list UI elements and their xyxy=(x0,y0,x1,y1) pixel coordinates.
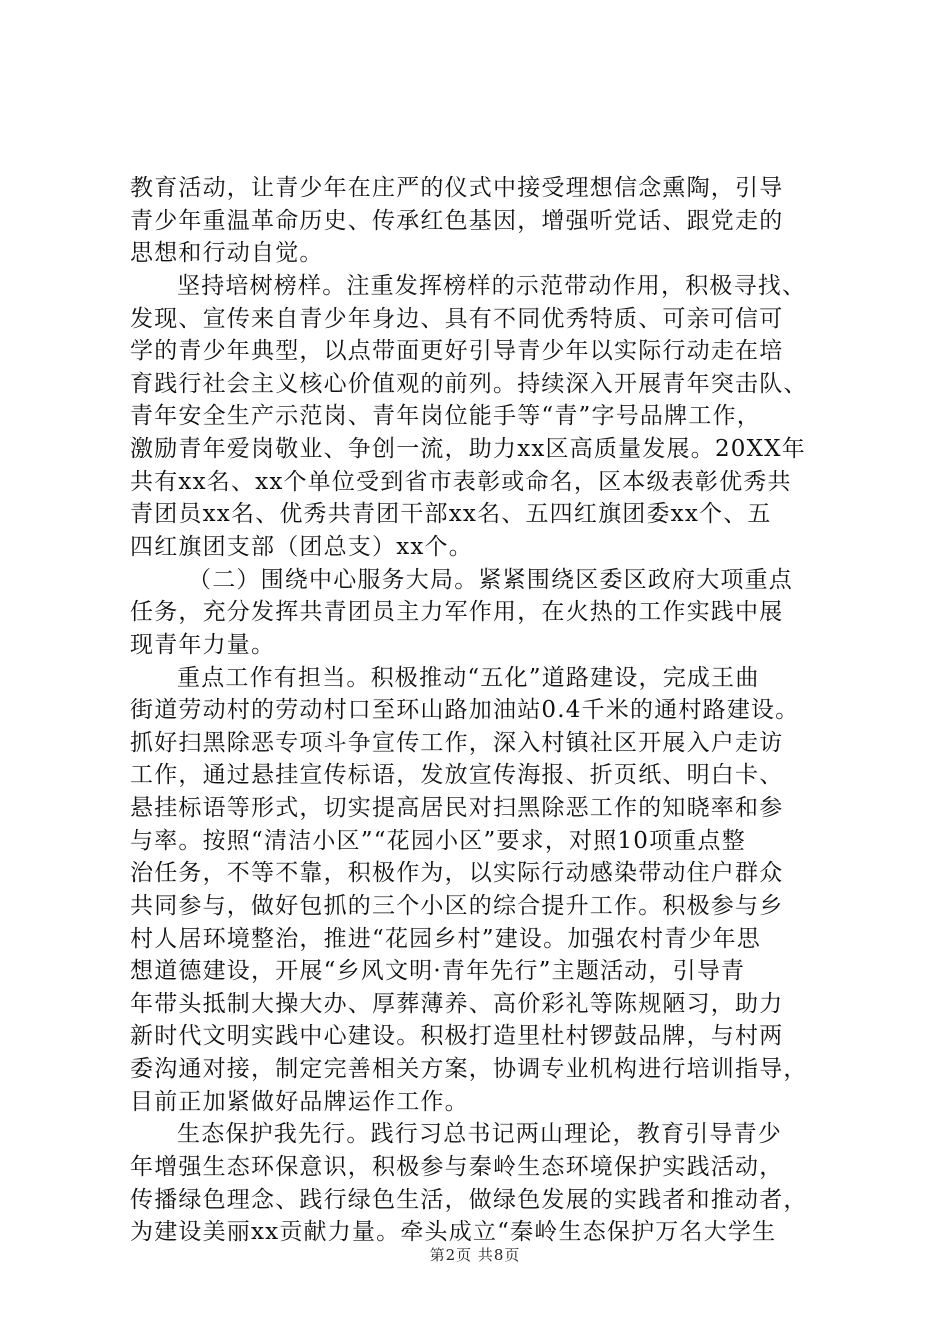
text-line: 年增强生态环保意识，积极参与秦岭生态环境保护实践活动， xyxy=(130,1154,784,1180)
text-line: 想道德建设，开展“乡风文明·青年先行”主题活动，引导青 xyxy=(130,958,746,984)
page-number-footer: 第2页 共8页 xyxy=(429,1246,521,1264)
paragraph-first-line: 重点工作有担当。积极推动“五化”道路建设，完成王曲 xyxy=(177,665,760,691)
paragraph-first-line: 坚持培树榜样。注重发挥榜样的示范带动作用，积极寻找、 xyxy=(177,273,807,299)
text-line: 村人居环境整治，推进“花园乡村”建设。加强农村青少年思 xyxy=(130,926,761,952)
text-line: 共同参与，做好包抓的三个小区的综合提升工作。积极参与乡 xyxy=(130,893,784,919)
text-line: 传播绿色理念、践行绿色生活，做绿色发展的实践者和推动者， xyxy=(130,1187,808,1213)
text-line: 治任务，不等不靠，积极作为，以实际行动感染带动住户群众 xyxy=(130,860,784,886)
text-line: 目前正加紧做好品牌运作工作。 xyxy=(130,1089,469,1115)
text-line: 发现、宣传来自青少年身边、具有不同优秀特质、可亲可信可 xyxy=(130,306,784,332)
text-line: 育践行社会主义核心价值观的前列。持续深入开展青年突击队、 xyxy=(130,371,808,397)
text-line: 教育活动，让青少年在庄严的仪式中接受理想信念熏陶，引导 xyxy=(130,175,784,201)
paragraph-first-line: 生态保护我先行。践行习总书记两山理论，教育引导青少 xyxy=(177,1121,782,1147)
text-line: 现青年力量。 xyxy=(130,632,276,658)
text-line: 激励青年爱岗敬业、争创一流，助力xx区高质量发展。20XX年 xyxy=(130,436,806,462)
text-line: 与率。按照“清洁小区”“花园小区”要求，对照10项重点整 xyxy=(130,828,746,854)
text-line: 工作，通过悬挂宣传标语，发放宣传海报、折页纸、明白卡、 xyxy=(130,762,784,788)
text-line: 年带头抵制大操大办、厚葬薄养、高价彩礼等陈规陋习，助力 xyxy=(130,991,784,1017)
text-line: 青少年重温革命历史、传承红色基因，增强听党话、跟党走的 xyxy=(130,208,784,234)
text-line: 青年安全生产示范岗、青年岗位能手等“青”字号品牌工作， xyxy=(130,403,761,429)
text-line: 学的青少年典型，以点带面更好引导青少年以实际行动走在培 xyxy=(130,338,784,364)
text-line: 共有xx名、xx个单位受到省市表彰或命名，区本级表彰优秀共 xyxy=(130,469,792,495)
text-line: 悬挂标语等形式，切实提高居民对扫黑除恶工作的知晓率和参 xyxy=(130,795,784,821)
text-line: 思想和行动自觉。 xyxy=(130,240,324,266)
text-line: 任务，充分发挥共青团员主力军作用，在火热的工作实践中展 xyxy=(130,599,784,625)
text-line: 街道劳动村的劳动村口至环山路加油站0.4千米的通村路建设。 xyxy=(130,697,800,723)
text-line: 青团员xx名、优秀共青团干部xx名、五四红旗团委xx个、五 xyxy=(130,501,772,527)
text-line: 抓好扫黑除恶专项斗争宣传工作，深入村镇社区开展入户走访 xyxy=(130,730,784,756)
text-line: 新时代文明实践中心建设。积极打造里杜村锣鼓品牌，与村两 xyxy=(130,1023,784,1049)
text-line: 为建设美丽xx贡献力量。牵头成立“秦岭生态保护万名大学生 xyxy=(130,1219,777,1245)
text-line: 委沟通对接，制定完善相关方案，协调专业机构进行培训指导， xyxy=(130,1056,808,1082)
section-heading-line: （二）围绕中心服务大局。紧紧围绕区委区政府大项重点 xyxy=(188,567,793,593)
text-line: 四红旗团支部（团总支）xx个。 xyxy=(130,534,473,560)
